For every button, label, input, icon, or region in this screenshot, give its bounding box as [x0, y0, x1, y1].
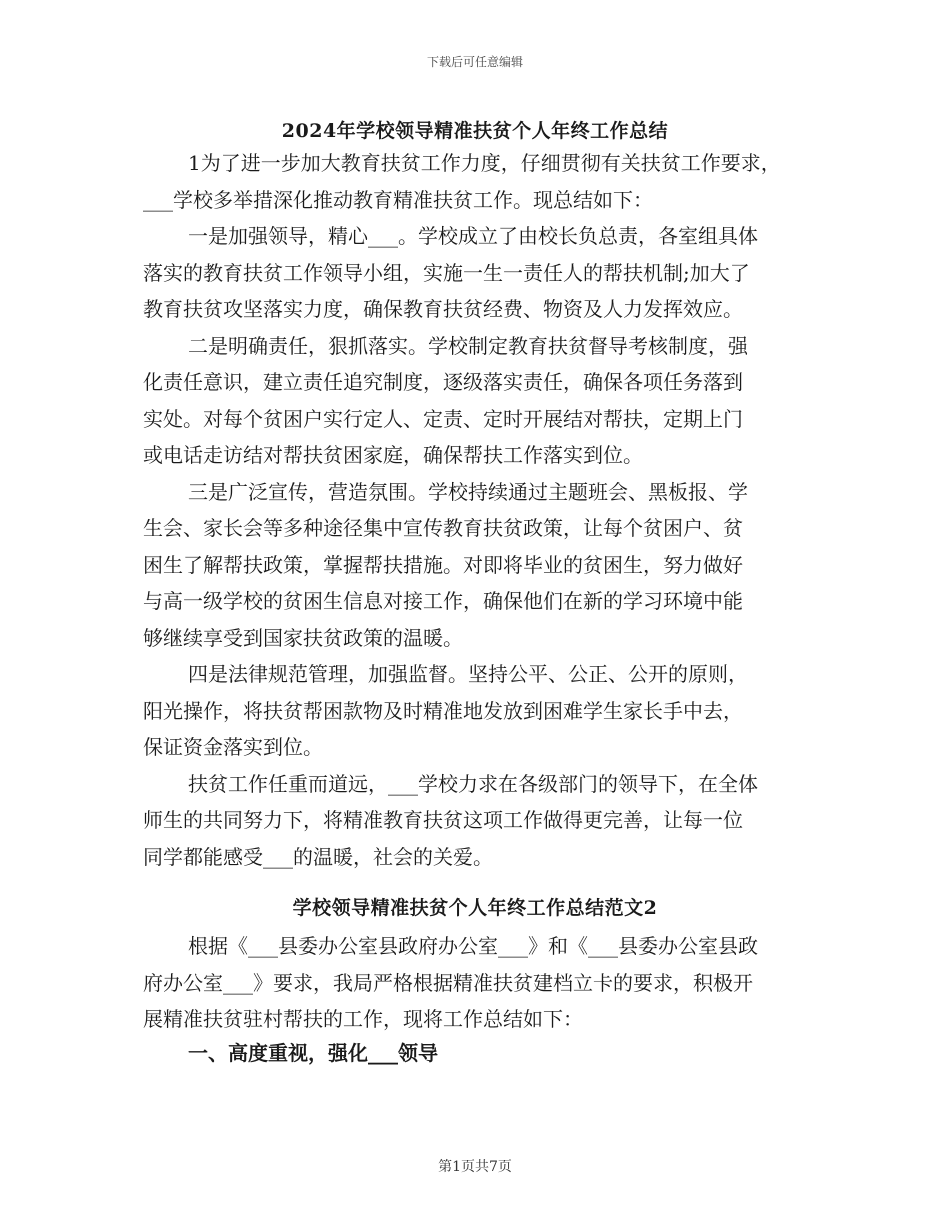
section-title-2: 学校领导精准扶贫个人年终工作总结范文2 — [292, 897, 658, 919]
subheading-1: 一、高度重视，强化___领导 — [188, 1041, 438, 1065]
paragraph-line: 够继续享受到国家扶贫政策的温暖。 — [143, 625, 463, 650]
paragraph-line: 一是加强领导，精心___。学校成立了由校长负总责，各室组具体 — [188, 224, 758, 248]
paragraph-line: 落实的教育扶贫工作领导小组，实施一生一责任人的帮扶机制;加大了 — [143, 260, 750, 285]
paragraph-line: 同学都能感受___的温暖，社会的关爱。 — [143, 844, 493, 869]
page-footer: 第1页共7页 — [438, 1159, 512, 1175]
paragraph-line: 实处。对每个贫困户实行定人、定责、定时开展结对帮扶，定期上门 — [143, 406, 743, 431]
paragraph-line: 阳光操作，将扶贫帮困款物及时精准地发放到困难学生家长手中去， — [143, 698, 743, 723]
paragraph-line: 或电话走访结对帮扶贫困家庭，确保帮扶工作落实到位。 — [143, 443, 643, 467]
section2-body — [143, 928, 823, 1038]
document-title: 2024年学校领导精准扶贫个人年终工作总结 — [281, 120, 669, 142]
paragraph-line: 生会、家长会等多种途径集中宣传教育扶贫政策，让每个贫困户、贫 — [143, 516, 743, 540]
paragraph-line: 与高一级学校的贫困生信息对接工作，确保他们在新的学习环境中能 — [143, 589, 743, 613]
paragraph-line: ___学校多举措深化推动教育精准扶贫工作。现总结如下： — [143, 187, 653, 212]
paragraph-line: 三是广泛宣传，营造氛围。学校持续通过主题班会、黑板报、学 — [188, 479, 748, 504]
paragraph-line: 化责任意识，建立责任追究制度，逐级落实责任，确保各项任务落到 — [143, 370, 743, 394]
paragraph-line: 二是明确责任，狠抓落实。学校制定教育扶贫督导考核制度，强 — [188, 333, 748, 358]
paragraph-line: 四是法律规范管理，加强监督。坚持公平、公正、公开的原则， — [188, 662, 748, 686]
paragraph-line: 教育扶贫攻坚落实力度，确保教育扶贫经费、物资及人力发挥效应。 — [143, 297, 743, 321]
paragraph-line: 师生的共同努力下，将精准教育扶贫这项工作做得更完善，让每一位 — [143, 808, 743, 832]
section1-body — [143, 145, 823, 875]
paragraph-line: 困生了解帮扶政策，掌握帮扶措施。对即将毕业的贫困生，努力做好 — [143, 552, 743, 577]
header-note: 下载后可任意编辑 — [426, 55, 523, 69]
paragraph-line: 扶贫工作任重而道远，___学校力求在各级部门的领导下，在全体 — [188, 771, 758, 796]
paragraph-line: 府办公室___》要求，我局严格根据精准扶贫建档立卡的要求，积极开 — [143, 970, 753, 995]
paragraph-line: 保证资金落实到位。 — [143, 735, 323, 759]
paragraph-line: 根据《___县委办公室县政府办公室___》和《___县委办公室县政 — [188, 934, 758, 958]
paragraph-line: 1为了进一步加大教育扶贫工作力度，仔细贯彻有关扶贫工作要求， — [188, 151, 781, 175]
paragraph-line: 展精准扶贫驻村帮扶的工作，现将工作总结如下： — [143, 1007, 583, 1031]
